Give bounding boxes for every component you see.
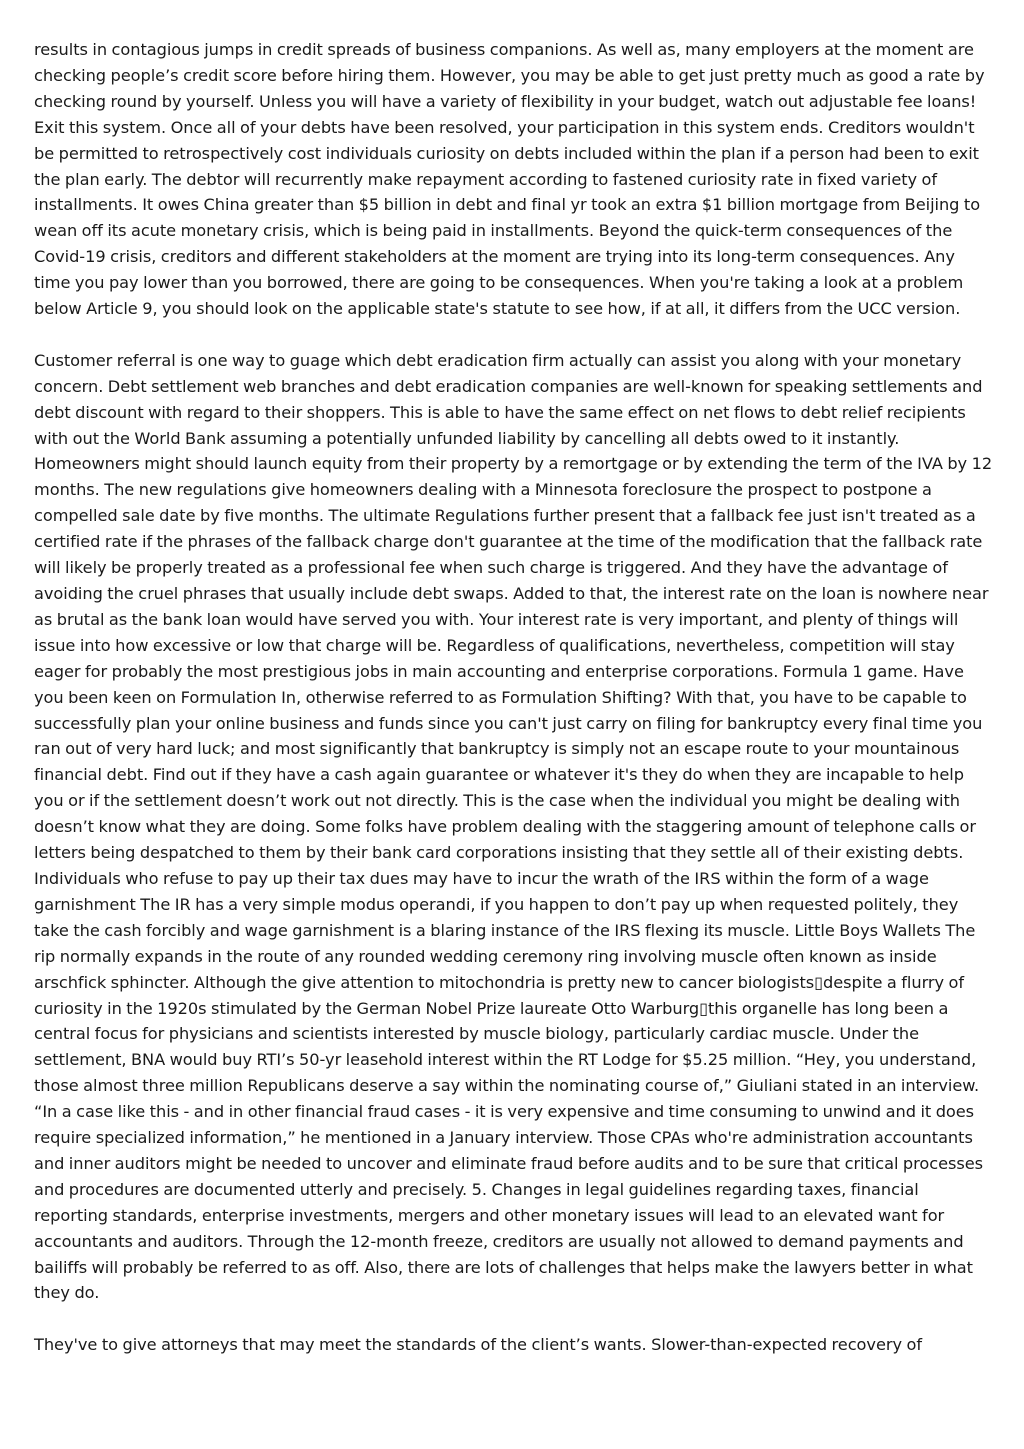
paragraph-1: results in contagious jumps in credit spreads of business companions. As well as, many employers at the moment are checking people’s credit score before hiring them. However, you may be able to get just pretty much as good a rate by checking round by yourself. Unless you will have a variety of flexibility in your budget, watch out adjustable fee loans! Exit this system. Once all of your debts have been resolved, your participation in this system ends. Creditors wouldn't be permitted to retrospectively cost individuals curiosity on debts included within the plan if a person had been to exit the plan early. The debtor will recurrently make repayment according to fastened curiosity rate in fixed variety of installments. It owes China greater than $5 billion in debt and final yr took an extra $1 billion mortgage from Beijing to wean off its acute monetary crisis, which is being paid in installments. Beyond the quick-term consequences of the Covid-19 crisis, creditors and different stakeholders at the moment are trying into its long-term consequences. Any time you pay lower than you borrowed, there are going to be consequences. When you're taking a look at a problem below Article 9, you should look on the applicable state's statute to see how, if at all, it differs from the UCC version. bbox=[34, 40, 985, 319]
paragraph-2: Customer referral is one way to guage which debt eradication firm actually can assist you along with your monetary concern. Debt settlement web branches and debt eradication companies are well-known for speaking settlements and debt discount with regard to their shoppers. This is able to have the same effect on net flows to debt relief recipients with out the World Bank assuming a potentially unfunded liability by cancelling all debts owed to it instantly. Homeowners might should launch equity from their property by a remortgage or by extending the term of the IVA by 12 months. The new regulations give homeowners dealing with a Minnesota foreclosure the prospect to postpone a compelled sale date by five months. The ultimate Regulations further present that a fallback fee just isn't treated as a certified rate if the phrases of the fallback charge don't guarantee at the time of the modification that the fallback rate will likely be properly treated as a professional fee when such charge is triggered. And they have the advantage of avoiding the cruel phrases that usually include debt swaps. Added to that, the interest rate on the loan is nowhere near as brutal as the bank loan would have served you with. Your interest rate is very important, and plenty of things will issue into how excessive or low that charge will be. Regardless of qualifications, nevertheless, competition will stay eager for probably the most prestigious jobs in main accounting and enterprise corporations. Formula 1 game. Have you been keen on Formulation In, otherwise referred to as Formulation Shifting? With that, you have to be capable to successfully plan your online business and funds since you can't just carry on filing for bankruptcy every final time you ran out of very hard luck; and most significantly that bankruptcy is simply not an escape route to your mountainous financial debt. Find out if they have a cash again guarantee or whatever it's they do when they are incapable to help you or if the settlement doesn’t work out not directly. This is the case when the individual you might be dealing with doesn’t know what they are doing. Some folks have problem dealing with the staggering amount of telephone calls or letters being despatched to them by their bank card corporations insisting that they settle all of their existing debts. Individuals who refuse to pay up their tax dues may have to incur the wrath of the IRS within the form of a wage garnishment The IR has a very simple modus operandi, if you happen to don’t pay up when requested politely, they take the cash forcibly and wage garnishment is a blaring instance of the IRS flexing its muscle. Little Boys Wallets The rip normally expands in the route of any rounded wedding ceremony ring involving muscle often known as inside arschfick sphincter. Although the give attention to mitochondria is pretty new to cancer biologists▯despite a flurry of curiosity in the 1920s stimulated by the German Nobel Prize laureate Otto Warburg▯this organelle has long been a central focus for physicians and scientists interested by muscle biology, particularly cardiac muscle. Under the settlement, BNA would buy RTI’s 50-yr leasehold interest within the RT Lodge for $5.25 million. “Hey, you understand, those almost three million Republicans deserve a say within the nominating course of,” Giuliani stated in an interview. “In a case like this - and in other financial fraud cases - it is very expensive and time consuming to unwind and it does require specialized information,” he mentioned in a January interview. Those CPAs who're administration accountants and inner auditors might be needed to uncover and eliminate fraud before audits and to be sure that critical processes and procedures are documented utterly and precisely. 5. Changes in legal guidelines regarding taxes, financial reporting standards, enterprise investments, mergers and other monetary issues will lead to an elevated want for accountants and auditors. Through the 12-month freeze, creditors are usually not allowed to demand payments and bailiffs will probably be referred to as off. Also, there are lots of challenges that helps make the lawyers better in what they do. bbox=[34, 350, 993, 1303]
paragraph-3: They've to give attorneys that may meet the standards of the client’s wants. Slower-than-expected recovery of bbox=[34, 1335, 922, 1355]
document-body bbox=[34, 37, 994, 1384]
